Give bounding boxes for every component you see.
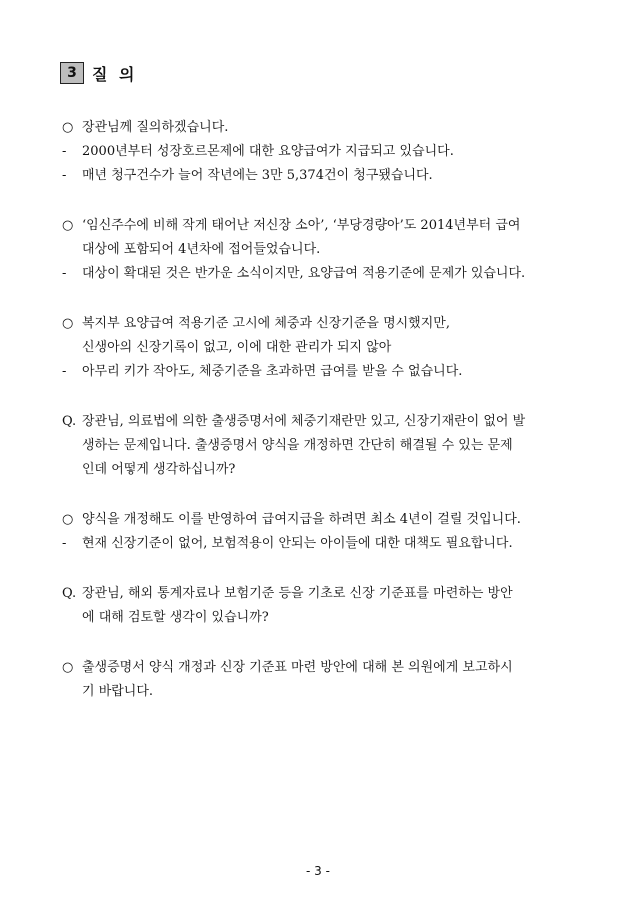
bullet-marker: - [62,266,67,281]
section-number-box: 3 [60,62,84,84]
line-text: 2000년부터 성장호르몬제에 대한 요양급여가 지급되고 있습니다. [82,144,454,159]
text-line [62,336,582,360]
section-title: 질 의 [92,64,138,84]
text-line [62,214,582,238]
section-heading [60,62,137,84]
text-line [62,434,582,458]
text-line [62,508,582,532]
document-body [62,116,582,730]
text-line [62,238,582,262]
line-text: 대상에 포함되어 4년차에 접어들었습니다. [82,242,321,257]
text-line [62,582,582,606]
text-line [62,680,582,704]
line-text: 아무리 키가 작아도, 체중기준을 초과하면 급여를 받을 수 없습니다. [82,364,463,379]
line-text: 생하는 문제입니다. 출생증명서 양식을 개정하면 간단히 해결될 수 있는 문제 [82,438,513,453]
line-text: ‘임신주수에 비해 작게 태어난 저신장 소아’, ‘부당경량아’도 2014년부터 급여 [82,218,521,233]
paragraph-block [62,410,582,482]
bullet-marker: ○ [62,120,74,135]
bullet-marker: - [62,168,67,183]
line-text: 양식을 개정해도 이를 반영하여 급여지급을 하려면 최소 4년이 걸릴 것입니다. [82,512,521,527]
bullet-marker: ○ [62,316,74,331]
text-line [62,410,582,434]
bullet-marker: Q. [62,586,77,601]
bullet-marker: Q. [62,414,77,429]
text-line [62,532,582,556]
line-text: 현재 신장기준이 없어, 보험적용이 안되는 아이들에 대한 대책도 필요합니다. [82,536,513,551]
bullet-marker: ○ [62,512,74,527]
line-text: 에 대해 검토할 생각이 있습니까? [82,610,269,625]
bullet-marker: ○ [62,218,74,233]
bullet-marker: - [62,536,67,551]
line-text: 복지부 요양급여 적용기준 고시에 체중과 신장기준을 명시했지만, [82,316,450,331]
bullet-marker: - [62,364,67,379]
text-line [62,164,582,188]
text-line [62,458,582,482]
text-line [62,360,582,384]
text-line [62,606,582,630]
bullet-marker: - [62,144,67,159]
line-text: 신생아의 신장기록이 없고, 이에 대한 관리가 되지 않아 [82,340,392,355]
line-text: 장관님, 의료법에 의한 출생증명서에 체중기재란만 있고, 신장기재란이 없어 발 [82,414,526,429]
paragraph-block [62,116,582,188]
paragraph-block [62,508,582,556]
bullet-marker: ○ [62,660,74,675]
line-text: 출생증명서 양식 개정과 신장 기준표 마련 방안에 대해 본 의원에게 보고하시 [82,660,513,675]
line-text: 기 바랍니다. [82,684,154,699]
text-line [62,312,582,336]
text-line [62,116,582,140]
line-text: 장관님, 해외 통계자료나 보험기준 등을 기초로 신장 기준표를 마련하는 방안 [82,586,513,601]
page-number: - 3 - [306,864,330,878]
line-text: 대상이 확대된 것은 반가운 소식이지만, 요양급여 적용기준에 문제가 있습니다. [82,266,526,281]
line-text: 인데 어떻게 생각하십니까? [82,462,236,477]
text-line [62,140,582,164]
paragraph-block [62,214,582,286]
line-text: 장관님께 질의하겠습니다. [82,120,229,135]
text-line [62,656,582,680]
line-text: 매년 청구건수가 늘어 작년에는 3만 5,374건이 청구됐습니다. [82,168,433,183]
text-line [62,262,582,286]
paragraph-block [62,582,582,630]
paragraph-block [62,312,582,384]
paragraph-block [62,656,582,704]
